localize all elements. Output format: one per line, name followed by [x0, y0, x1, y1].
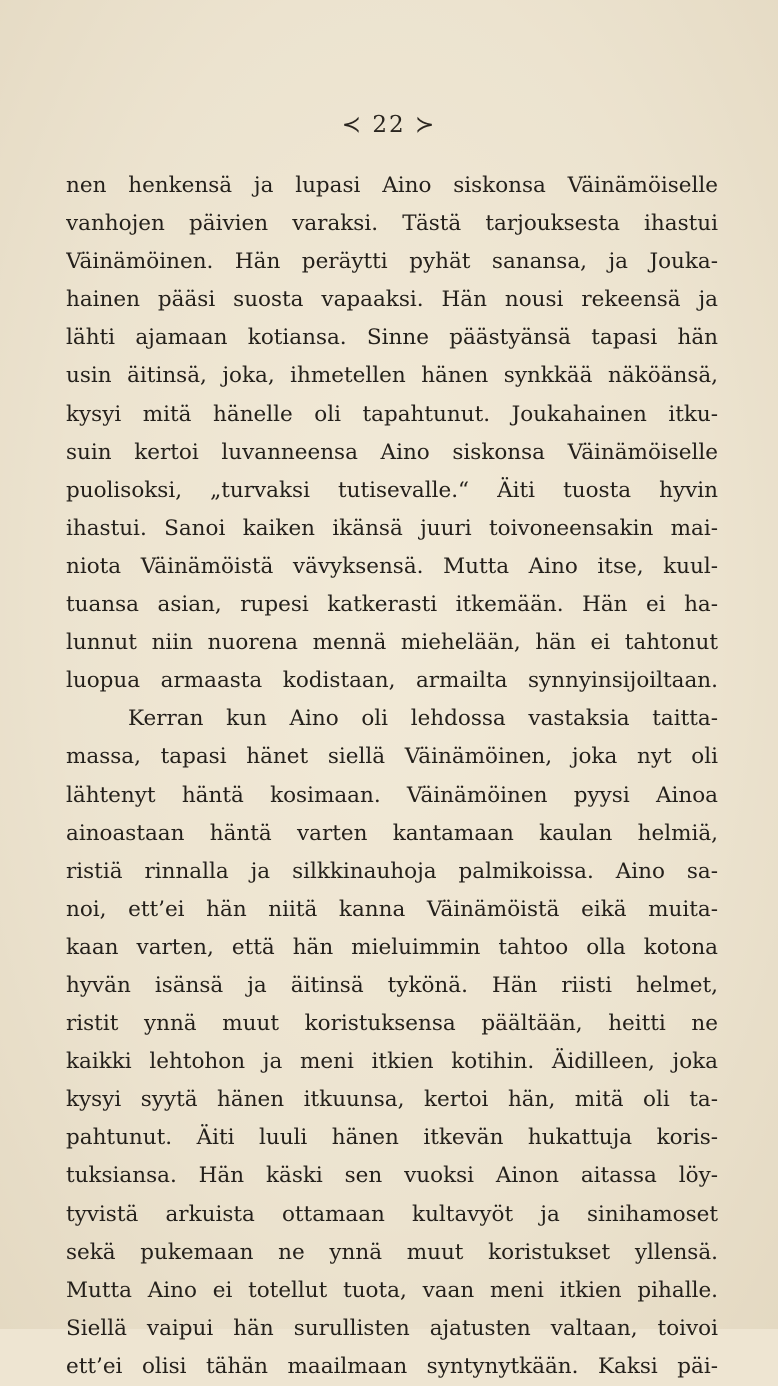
text-line: usin äitinsä, joka, ihmetellen hänen synkkää näköänsä, — [66, 363, 718, 389]
text-line: ihastui. Sanoi kaiken ikänsä juuri toivoneensakin mai- — [66, 515, 718, 541]
text-line: pahtunut. Äiti luuli hänen itkevän hukattuja koris- — [66, 1125, 718, 1151]
text-line: niota Väinämöistä vävyksensä. Mutta Aino itse, kuul- — [66, 553, 718, 579]
text-line: lunnut niin nuorena mennä miehelään, hän ei tahtonut — [66, 630, 718, 656]
text-line: Mutta Aino ei totellut tuota, vaan meni itkien pihalle. — [66, 1277, 718, 1303]
text-line: kysyi mitä hänelle oli tapahtunut. Joukahainen itku- — [66, 401, 718, 427]
text-line: ett’ei olisi tähän maailmaan syntynytkään. Kaksi päi- — [66, 1353, 718, 1379]
text-line: kaikki lehtohon ja meni itkien kotihin. Äidilleen, joka — [66, 1049, 718, 1075]
text-line: kaan varten, että hän mieluimmin tahtoo olla kotona — [66, 934, 718, 960]
text-line: Väinämöinen. Hän peräytti pyhät sanansa, ja Jouka- — [66, 249, 718, 275]
text-line: Kerran kun Aino oli lehdossa vastaksia taitta- — [128, 706, 718, 732]
text-line: noi, ett’ei hän niitä kanna Väinämöistä eikä muita- — [66, 896, 718, 922]
text-line: massa, tapasi hänet siellä Väinämöinen, joka nyt oli — [66, 744, 718, 770]
text-line: luopua armaasta kodistaan, armailta synnyinsijoiltaan. — [66, 668, 718, 694]
text-line: kysyi syytä hänen itkuunsa, kertoi hän, mitä oli ta- — [66, 1087, 718, 1113]
text-line: hyvän isänsä ja äitinsä tykönä. Hän riisti helmet, — [66, 972, 718, 998]
text-line: nen henkensä ja lupasi Aino siskonsa Väinämöiselle — [66, 173, 718, 198]
text-line: tuansa asian, rupesi katkerasti itkemään. Hän ei ha- — [66, 592, 718, 618]
text-line: lähtenyt häntä kosimaan. Väinämöinen pyysi Ainoa — [66, 782, 718, 808]
text-line: hainen pääsi suosta vapaaksi. Hän nousi rekeensä ja — [66, 287, 718, 313]
text-line: sekä pukemaan ne ynnä muut koristukset yllensä. — [66, 1239, 718, 1265]
text-line: suin kertoi luvanneensa Aino siskonsa Väinämöiselle — [66, 439, 718, 465]
body-text — [66, 167, 718, 1386]
text-line: puolisoksi, „turvaksi tutisevalle.“ Äiti tuosta hyvin — [66, 477, 718, 503]
text-line: ristiä rinnalla ja silkkinauhoja palmikoissa. Aino sa- — [66, 858, 718, 884]
text-line: vanhojen päivien varaksi. Tästä tarjouksesta ihastui — [66, 211, 718, 237]
page-number: ≺ 22 ≻ — [341, 112, 437, 138]
text-line: Siellä vaipui hän surullisten ajatusten valtaan, toivoi — [66, 1315, 718, 1341]
text-line: ainoastaan häntä varten kantamaan kaulan helmiä, — [66, 820, 718, 846]
text-line: lähti ajamaan kotiansa. Sinne päästyänsä tapasi hän — [66, 325, 718, 351]
text-line: ristit ynnä muut koristuksensa päältään, heitti ne — [66, 1011, 718, 1037]
text-line: tyvistä arkuista ottamaan kultavyöt ja sinihamoset — [66, 1201, 718, 1227]
text-line: tuksiansa. Hän käski sen vuoksi Ainon aitassa löy- — [66, 1163, 718, 1189]
